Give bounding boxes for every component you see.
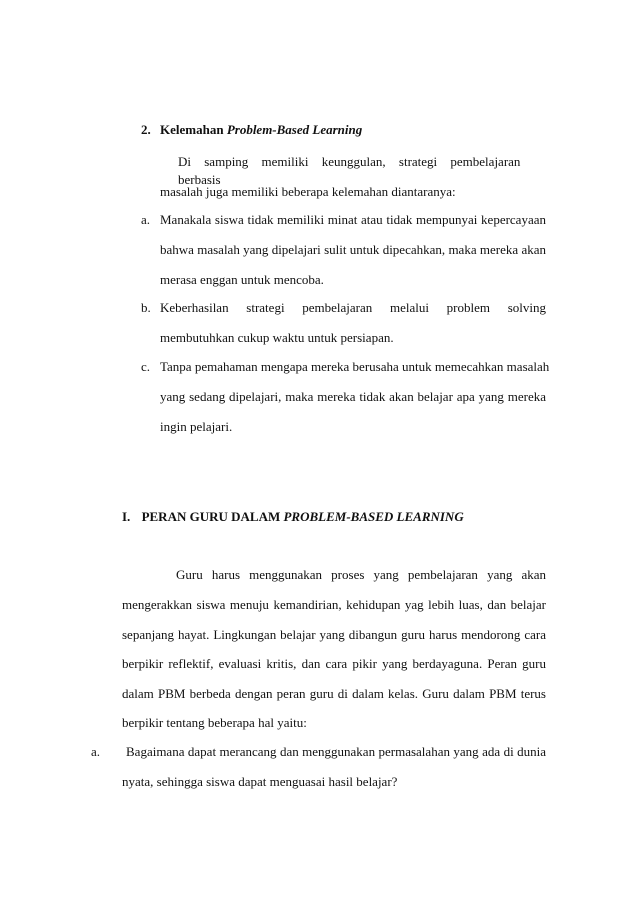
heading-title-italic: PROBLEM-BASED LEARNING [283, 509, 464, 524]
list-marker: a. [141, 212, 151, 227]
list-item-line: Keberhasilan strategi pembelajaran melalui problem solving [160, 300, 546, 315]
list-item-line: Manakala siswa tidak memiliki minat atau tidak mempunyai kepercayaan [160, 212, 546, 227]
list-item-line: Bagaimana dapat merancang dan menggunakan permasalahan yang ada di dunia [126, 744, 546, 759]
list-marker: a. [91, 744, 101, 759]
list-marker: c. [141, 359, 151, 374]
paragraph-line: Di samping memiliki keunggulan, strategi pembelajaran berbasis [178, 154, 521, 187]
list-item-line: nyata, sehingga siswa dapat menguasai hasil belajar? [122, 774, 398, 789]
paragraph-line: berpikir tentang beberapa hal yaitu: [122, 715, 307, 730]
paragraph-line: dalam PBM berbeda dengan peran guru di dalam kelas. Guru dalam PBM terus [122, 686, 546, 701]
section-heading-kelemahan [141, 121, 362, 139]
list-marker: b. [141, 300, 151, 315]
list-item-line: yang sedang dipelajari, maka mereka tidak akan belajar apa yang mereka [160, 389, 546, 404]
list-item-line: ingin pelajari. [160, 419, 233, 434]
section-heading-peran-guru [122, 508, 464, 526]
list-item-line: merasa enggan untuk mencoba. [160, 272, 324, 287]
list-item-line: Tanpa pemahaman mengapa mereka berusaha untuk memecahkan masalah [160, 359, 550, 374]
paragraph-line: masalah juga memiliki beberapa kelemahan diantaranya: [160, 184, 456, 199]
paragraph-line: Guru harus menggunakan proses yang pembelajaran yang akan [176, 567, 546, 582]
heading-title: Kelemahan [160, 122, 227, 137]
paragraph-line: sepanjang hayat. Lingkungan belajar yang dibangun guru harus mendorong cara [122, 627, 546, 642]
paragraph-line: berpikir reflektif, evaluasi kritis, dan cara pikir yang berdayaguna. Peran guru [122, 656, 546, 671]
paragraph-line: mengerakkan siswa menuju kemandirian, kehidupan yag lebih luas, dan belajar [122, 597, 546, 612]
heading-title: PERAN GURU DALAM [141, 509, 284, 524]
list-item-line: membutuhkan cukup waktu untuk persiapan. [160, 330, 394, 345]
heading-number: I. [122, 509, 131, 524]
list-item-line: bahwa masalah yang dipelajari sulit untuk dipecahkan, maka mereka akan [160, 242, 546, 257]
heading-title-italic: Problem-Based Learning [226, 122, 363, 137]
heading-number: 2. [141, 122, 151, 137]
